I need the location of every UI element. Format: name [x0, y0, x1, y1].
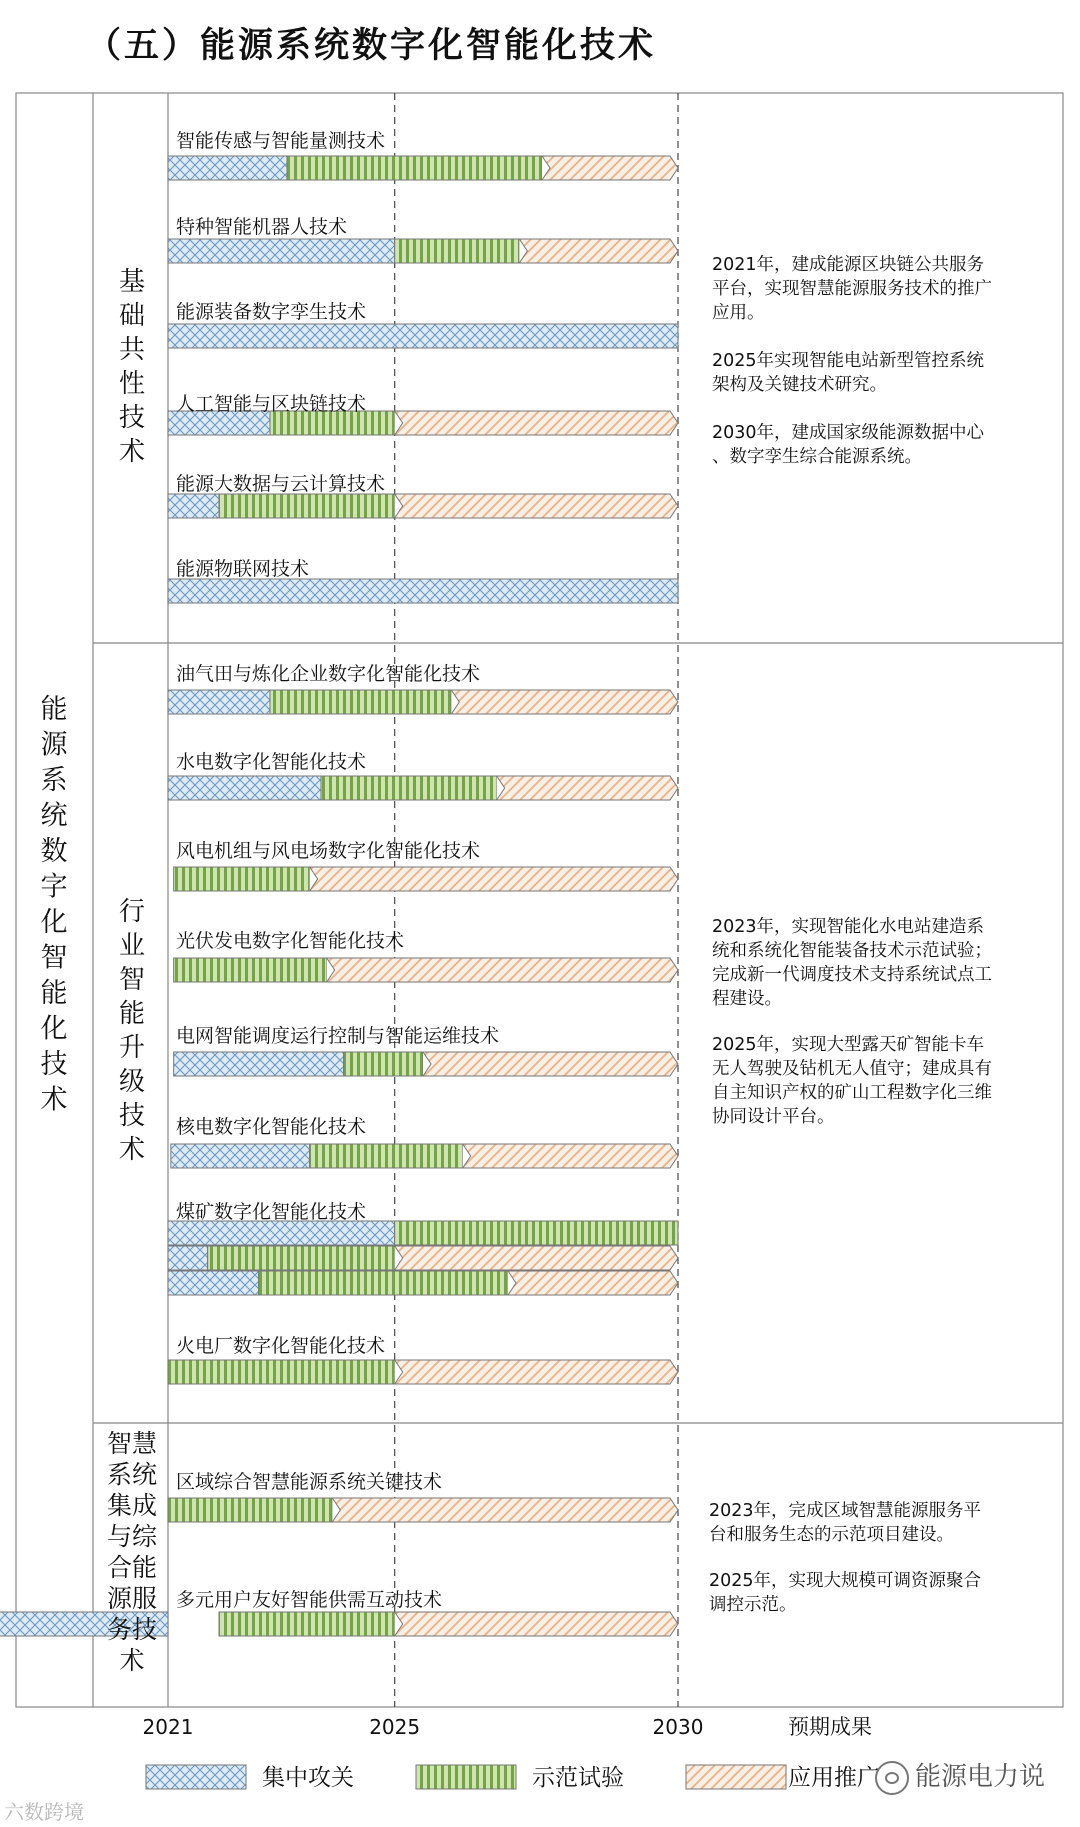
legend-label: 应用推广: [788, 1765, 880, 1791]
bar-focus: [168, 324, 678, 348]
bar-app: [451, 690, 678, 714]
bar-demo: [219, 494, 395, 518]
result-column-label: 预期成果: [788, 1715, 872, 1739]
legend-label: 示范试验: [532, 1765, 624, 1791]
page-title: （五）能源系统数字化智能化技术: [86, 26, 657, 66]
row-label: 水电数字化智能化技术: [176, 751, 367, 773]
bar-app: [395, 494, 678, 518]
bar-focus: [168, 579, 678, 603]
x-tick-label: 2025: [369, 1715, 421, 1739]
bar-focus: [174, 1052, 344, 1076]
bar-app: [310, 867, 678, 891]
row-label: 煤矿数字化智能化技术: [176, 1201, 367, 1223]
section-label: 行业智能升级技术: [118, 897, 146, 1165]
bar-focus: [168, 776, 321, 800]
row-label: 电网智能调度运行控制与智能运维技术: [176, 1025, 500, 1047]
watermark-left: 六数跨境: [4, 1800, 84, 1824]
bar-demo: [395, 1221, 678, 1245]
bar-focus: [168, 1271, 259, 1295]
row-label: 风电机组与风电场数字化智能化技术: [176, 840, 481, 862]
row-label: 区域综合智慧能源系统关键技术: [176, 1471, 443, 1493]
row-label: 火电厂数字化智能化技术: [176, 1335, 386, 1357]
bar-app: [395, 1246, 678, 1270]
bar-app: [508, 1271, 678, 1295]
bar-demo: [259, 1271, 508, 1295]
result-text: 2023年，完成区域智慧能源服务平台和服务生态的示范项目建设。: [709, 1501, 982, 1545]
row-label: 光伏发电数字化智能化技术: [176, 930, 405, 952]
row-label: 核电数字化智能化技术: [176, 1116, 367, 1138]
bar-app: [542, 156, 678, 180]
row-label: 智能传感与智能量测技术: [176, 130, 386, 152]
bar-demo: [270, 690, 451, 714]
bar-app: [332, 1498, 678, 1522]
section-label: 智慧系统集成与综合能源服务技术: [106, 1429, 158, 1675]
row-label: 能源大数据与云计算技术: [176, 473, 386, 495]
bar-app: [327, 958, 678, 982]
bar-focus: [168, 239, 395, 263]
result-text: 2025年，实现大规模可调资源聚合调控示范。: [709, 1571, 982, 1615]
row-label: 油气田与炼化企业数字化智能化技术: [176, 663, 481, 685]
bar-focus: [168, 1246, 208, 1270]
bar-demo: [310, 1144, 463, 1168]
row-label: 能源物联网技术: [176, 558, 310, 580]
bar-focus: [168, 1221, 395, 1245]
watermark-right-text: 能源电力说: [915, 1762, 1046, 1792]
bar-app: [395, 1360, 678, 1384]
x-tick-label: 2021: [142, 1715, 194, 1739]
bar-app: [423, 1052, 678, 1076]
bar-app: [519, 239, 678, 263]
bar-app: [395, 1612, 678, 1636]
bar-focus: [168, 156, 287, 180]
result-text: 2025年，实现大型露天矿智能卡车无人驾驶及钻机无人值守；建成具有自主知识产权的矿山工程数字化三维协同设计平台。: [712, 1035, 992, 1127]
bar-app: [463, 1144, 678, 1168]
bar-focus: [171, 1144, 310, 1168]
wechat-icon: [875, 1761, 909, 1795]
bar-app: [395, 411, 678, 435]
result-text: 2023年，实现智能化水电站建造系统和系统化智能装备技术示范试验；完成新一代调度技术支持系统试点工程建设。: [712, 917, 992, 1009]
legend-swatch-focus: [146, 1765, 246, 1789]
row-label: 多元用户友好智能供需互动技术: [176, 1589, 443, 1611]
legend-label: 集中攻关: [262, 1765, 354, 1791]
result-text: 2021年，建成能源区块链公共服务平台，实现智慧能源服务技术的推广应用。: [712, 255, 992, 323]
row-label: 人工智能与区块链技术: [176, 393, 367, 415]
bar-demo: [287, 156, 542, 180]
bar-demo: [168, 1360, 395, 1384]
bar-demo: [174, 958, 327, 982]
legend-swatch-demo: [416, 1765, 516, 1789]
result-text: 2030年，建成国家级能源数据中心、数字孪生综合能源系统。: [712, 423, 985, 467]
bar-demo: [208, 1246, 395, 1270]
bar-demo: [174, 867, 310, 891]
row-label: 特种智能机器人技术: [176, 216, 348, 238]
main-category-label: 能源系统数字化智能化技术: [40, 694, 68, 1116]
x-tick-label: 2030: [652, 1715, 704, 1739]
bar-demo: [395, 239, 520, 263]
bar-demo: [321, 776, 497, 800]
legend-swatch-app: [686, 1765, 786, 1789]
bar-demo: [168, 1498, 332, 1522]
row-label: 能源装备数字孪生技术: [176, 301, 367, 323]
watermark-right: [875, 1756, 1045, 1795]
bar-app: [497, 776, 678, 800]
result-text: 2025年实现智能电站新型管控系统架构及关键技术研究。: [712, 351, 985, 395]
bar-focus: [168, 494, 219, 518]
bar-focus: [168, 690, 270, 714]
section-label: 基础共性技术: [118, 267, 146, 467]
bar-demo: [344, 1052, 423, 1076]
bar-demo: [219, 1612, 395, 1636]
